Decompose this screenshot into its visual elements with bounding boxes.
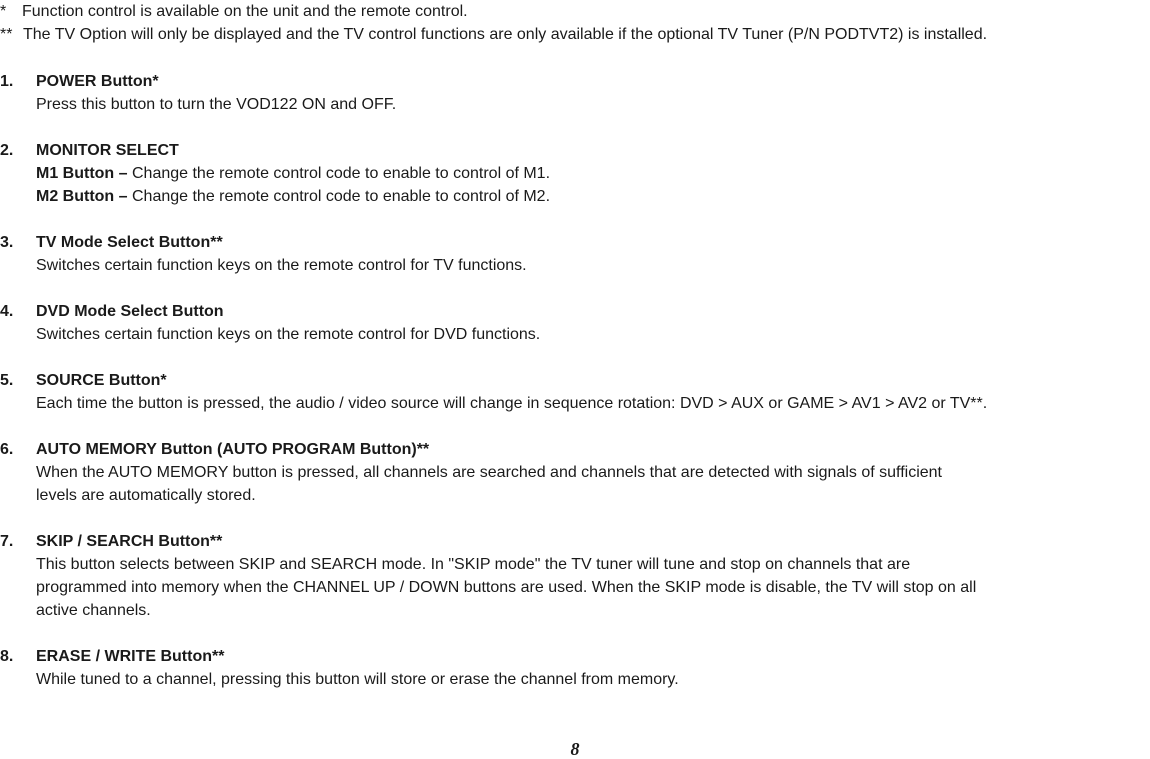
item-description: While tuned to a channel, pressing this button will store or erase the channel from memory. xyxy=(36,671,679,688)
item-title: POWER Button* xyxy=(36,73,159,90)
item-number: 3. xyxy=(0,234,14,251)
item-description: Switches certain function keys on the remote control for DVD functions. xyxy=(36,326,541,343)
item-number: 7. xyxy=(0,533,14,550)
item-title: TV Mode Select Button** xyxy=(36,234,223,251)
item-monitor-select xyxy=(0,139,1150,208)
page-number: 8 xyxy=(570,739,580,759)
footnotes xyxy=(0,0,1150,46)
subline-label: M2 Button – xyxy=(36,188,128,205)
item-number: 2. xyxy=(0,142,14,159)
item-title: AUTO MEMORY Button (AUTO PROGRAM Button)** xyxy=(36,441,430,458)
subline-text: Change the remote control code to enable to control of M2. xyxy=(127,188,551,205)
button-descriptions xyxy=(0,70,1150,714)
subline-text: Change the remote control code to enable to control of M1. xyxy=(127,165,551,182)
item-description: levels are automatically stored. xyxy=(36,487,256,504)
footnote-text: Function control is available on the unit and the remote control. xyxy=(22,3,468,20)
item-auto-memory-button xyxy=(0,438,1150,507)
item-dvd-mode-select xyxy=(0,300,1150,346)
item-number: 5. xyxy=(0,372,14,389)
footnote-double-asterisk xyxy=(0,23,1150,46)
item-number: 8. xyxy=(0,648,14,665)
item-source-button xyxy=(0,369,1150,415)
item-description: When the AUTO MEMORY button is pressed, all channels are searched and channels that are detected with signals of sufficient xyxy=(36,464,942,481)
item-number: 6. xyxy=(0,441,14,458)
item-power-button xyxy=(0,70,1150,116)
item-description: programmed into memory when the CHANNEL UP / DOWN buttons are used. When the SKIP mode is disable, the TV will stop on all xyxy=(36,579,977,596)
item-tv-mode-select xyxy=(0,231,1150,277)
item-description: This button selects between SKIP and SEARCH mode. In "SKIP mode" the TV tuner will tune and stop on channels that are xyxy=(36,556,911,573)
subline-label: M1 Button – xyxy=(36,165,128,182)
item-description: active channels. xyxy=(36,602,151,619)
item-number: 1. xyxy=(0,73,14,90)
item-title: ERASE / WRITE Button** xyxy=(36,648,225,665)
item-title: SOURCE Button* xyxy=(36,372,167,389)
item-erase-write-button xyxy=(0,645,1150,691)
item-subline-m1 xyxy=(36,162,1150,185)
item-description: Switches certain function keys on the remote control for TV functions. xyxy=(36,257,527,274)
item-title: SKIP / SEARCH Button** xyxy=(36,533,223,550)
item-description: Press this button to turn the VOD122 ON and OFF. xyxy=(36,96,397,113)
item-title: DVD Mode Select Button xyxy=(36,303,224,320)
item-skip-search-button xyxy=(0,530,1150,622)
item-description: Each time the button is pressed, the audio / video source will change in sequence rotation: DVD > AUX or GAME > AV1 > AV2 or TV**. xyxy=(36,395,988,412)
item-number: 4. xyxy=(0,303,14,320)
footnote-marker: ** xyxy=(0,26,13,43)
footnote-marker: * xyxy=(0,3,7,20)
item-title: MONITOR SELECT xyxy=(36,142,179,159)
footnote-single-asterisk xyxy=(0,0,1150,23)
item-subline-m2 xyxy=(36,185,1150,208)
footnote-text: The TV Option will only be displayed and the TV control functions are only available if the optional TV Tuner (P/N PODTVT2) is installed. xyxy=(23,26,988,43)
